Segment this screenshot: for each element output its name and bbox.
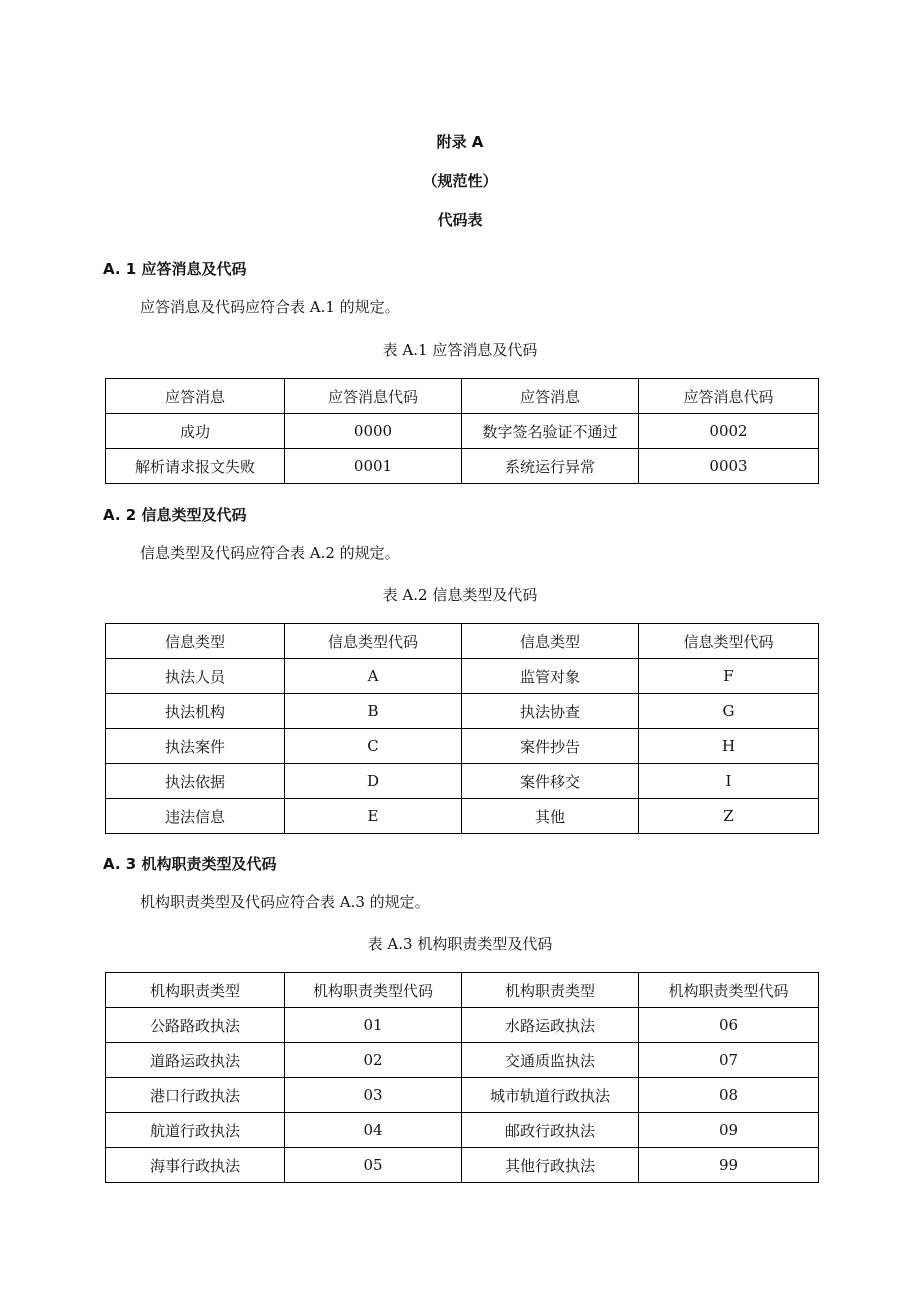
table-row [106,659,819,694]
table-cell: 案件抄告 [462,729,639,764]
table-cell: 执法人员 [106,659,285,694]
table-a2 [105,623,819,834]
table-row [106,1043,819,1078]
table-a3 [105,972,819,1183]
table-cell: 执法协查 [462,694,639,729]
header-cell: 信息类型代码 [639,624,819,659]
table-cell: 公路路政执法 [106,1008,285,1043]
appendix-label: 附录 A [436,133,484,151]
table-cell: 航道行政执法 [106,1113,285,1148]
table-cell: 0002 [639,414,819,449]
header-cell: 应答消息 [106,379,285,414]
header-cell: 机构职责类型代码 [285,973,462,1008]
header-cell: 机构职责类型 [462,973,639,1008]
table-header-row [106,379,819,414]
appendix-title: 代码表 [437,211,483,229]
table-cell: 系统运行异常 [462,449,639,484]
table-cell: 06 [639,1008,819,1043]
header-cell: 信息类型代码 [285,624,462,659]
table-cell: B [285,694,462,729]
table-cell: 城市轨道行政执法 [462,1078,639,1113]
table-cell: 0000 [285,414,462,449]
table-cell: 成功 [106,414,285,449]
table-cell: H [639,729,819,764]
table-row [106,1078,819,1113]
section-title-a1: A. 1 应答消息及代码 [103,260,247,278]
table-cell: 04 [285,1113,462,1148]
table-header-row [106,973,819,1008]
table-row [106,449,819,484]
table-cell: 其他行政执法 [462,1148,639,1183]
header-cell: 信息类型 [106,624,285,659]
table-cell: A [285,659,462,694]
table-cell: 邮政行政执法 [462,1113,639,1148]
table-cell: 道路运政执法 [106,1043,285,1078]
table-cell: 02 [285,1043,462,1078]
header-cell: 应答消息代码 [639,379,819,414]
header-cell: 应答消息代码 [285,379,462,414]
table-cell: 执法机构 [106,694,285,729]
table-header-row [106,624,819,659]
header-cell: 机构职责类型代码 [639,973,819,1008]
table-cell: 执法案件 [106,729,285,764]
table-cell: 案件移交 [462,764,639,799]
table-cell: E [285,799,462,834]
section-title-a3: A. 3 机构职责类型及代码 [103,855,277,873]
table-row [106,694,819,729]
table-cell: C [285,729,462,764]
table-cell: F [639,659,819,694]
table-caption-a1: 表 A.1 应答消息及代码 [382,341,538,359]
table-row [106,1008,819,1043]
table-cell: 水路运政执法 [462,1008,639,1043]
section-text-a2: 信息类型及代码应符合表 A.2 的规定。 [140,544,400,562]
table-cell: 交通质监执法 [462,1043,639,1078]
table-row [106,764,819,799]
table-cell: 99 [639,1148,819,1183]
table-cell: 08 [639,1078,819,1113]
header-cell: 机构职责类型 [106,973,285,1008]
table-cell: G [639,694,819,729]
appendix-nature: （规范性） [422,172,498,190]
table-cell: 0003 [639,449,819,484]
table-caption-a3: 表 A.3 机构职责类型及代码 [367,935,553,953]
table-row [106,799,819,834]
section-text-a3: 机构职责类型及代码应符合表 A.3 的规定。 [140,893,430,911]
table-cell: 07 [639,1043,819,1078]
table-caption-a2: 表 A.2 信息类型及代码 [382,586,538,604]
table-cell: 0001 [285,449,462,484]
table-cell: 解析请求报文失败 [106,449,285,484]
table-a1 [105,378,819,484]
section-text-a1: 应答消息及代码应符合表 A.1 的规定。 [140,298,400,316]
table-cell: 港口行政执法 [106,1078,285,1113]
table-cell: 03 [285,1078,462,1113]
table-cell: Z [639,799,819,834]
table-cell: 违法信息 [106,799,285,834]
header-cell: 应答消息 [462,379,639,414]
table-cell: 海事行政执法 [106,1148,285,1183]
section-title-a2: A. 2 信息类型及代码 [103,506,247,524]
table-row [106,1148,819,1183]
table-row [106,414,819,449]
table-row [106,729,819,764]
header-cell: 信息类型 [462,624,639,659]
table-cell: 执法依据 [106,764,285,799]
table-cell: 其他 [462,799,639,834]
table-cell: 05 [285,1148,462,1183]
table-cell: I [639,764,819,799]
table-cell: 01 [285,1008,462,1043]
table-cell: 监管对象 [462,659,639,694]
table-row [106,1113,819,1148]
table-cell: 09 [639,1113,819,1148]
table-cell: D [285,764,462,799]
table-cell: 数字签名验证不通过 [462,414,639,449]
